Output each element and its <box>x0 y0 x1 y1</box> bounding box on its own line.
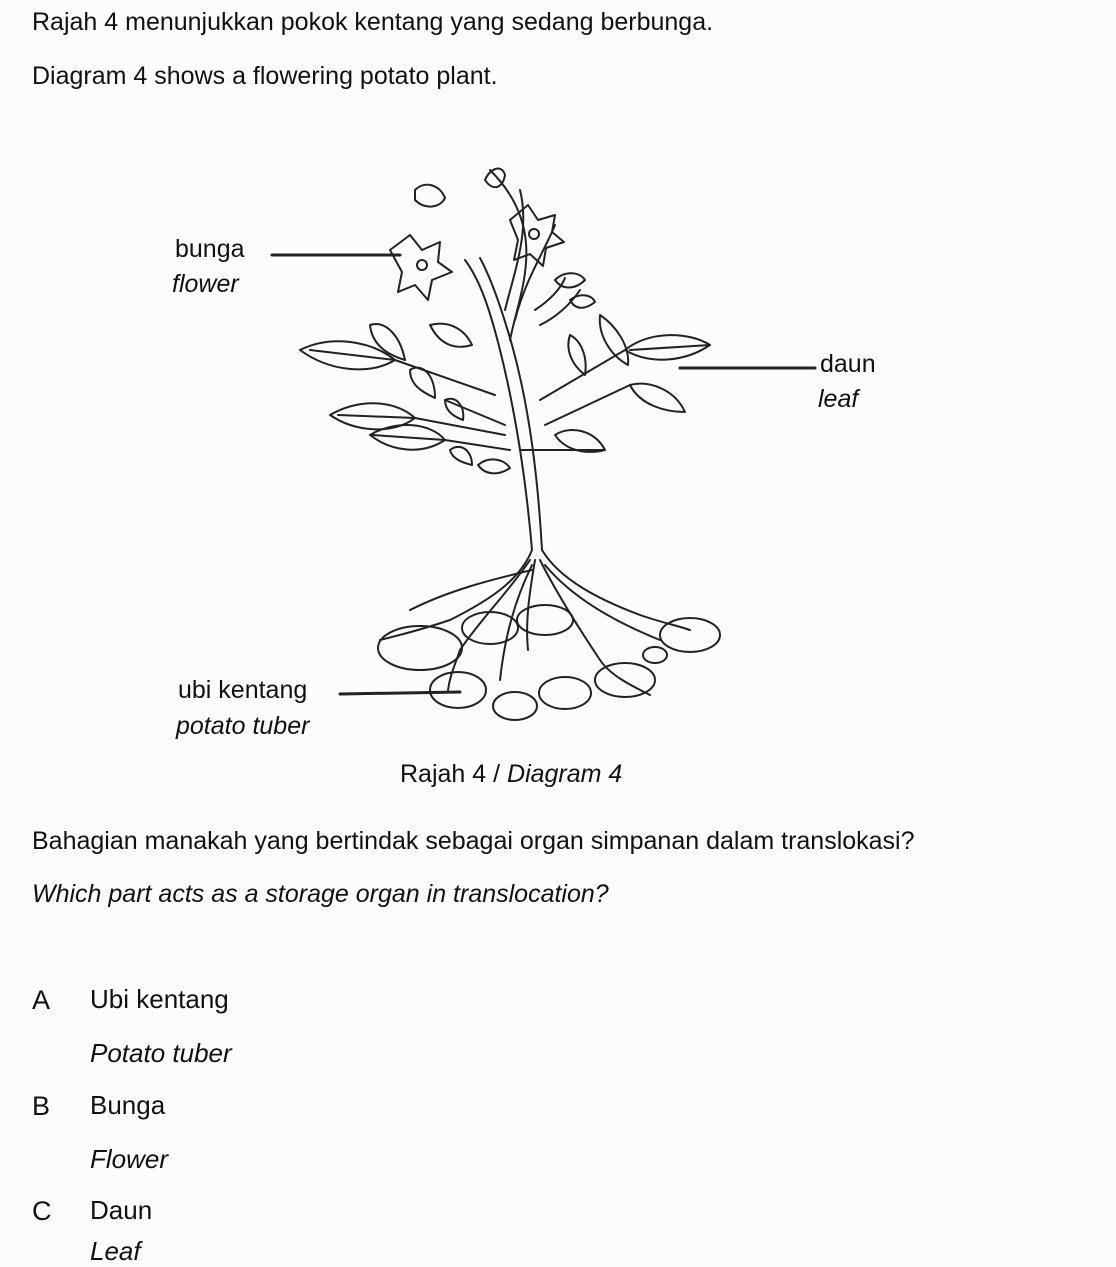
option-a-malay[interactable]: Ubi kentang <box>90 984 229 1014</box>
option-a-letter[interactable]: A <box>32 985 51 1015</box>
label-tuber-english: potato tuber <box>176 712 310 740</box>
label-flower-malay: bunga <box>175 235 245 263</box>
option-a-english: Potato tuber <box>90 1038 232 1068</box>
option-c-english: Leaf <box>90 1236 141 1266</box>
option-b-malay[interactable]: Bunga <box>90 1090 166 1120</box>
potato-plant-diagram <box>160 150 920 770</box>
option-b-english: Flower <box>90 1144 169 1174</box>
option-c-letter[interactable]: C <box>32 1196 52 1226</box>
question-malay: Bahagian manakah yang bertindak sebagai organ simpanan dalam translokasi? <box>32 827 915 855</box>
option-c-malay[interactable]: Daun <box>90 1195 153 1225</box>
option-b-letter[interactable]: B <box>32 1091 51 1121</box>
label-flower-english: flower <box>172 270 239 298</box>
question-english: Which part acts as a storage organ in translocation? <box>32 880 609 908</box>
label-tuber-malay: ubi kentang <box>178 676 308 704</box>
intro-english: Diagram 4 shows a flowering potato plant. <box>32 62 498 90</box>
label-leaf-malay: daun <box>820 350 876 378</box>
label-leaf-english: leaf <box>818 385 859 413</box>
diagram-caption: Rajah 4 / Diagram 4 <box>400 760 623 788</box>
intro-malay: Rajah 4 menunjukkan pokok kentang yang sedang berbunga. <box>32 8 714 36</box>
